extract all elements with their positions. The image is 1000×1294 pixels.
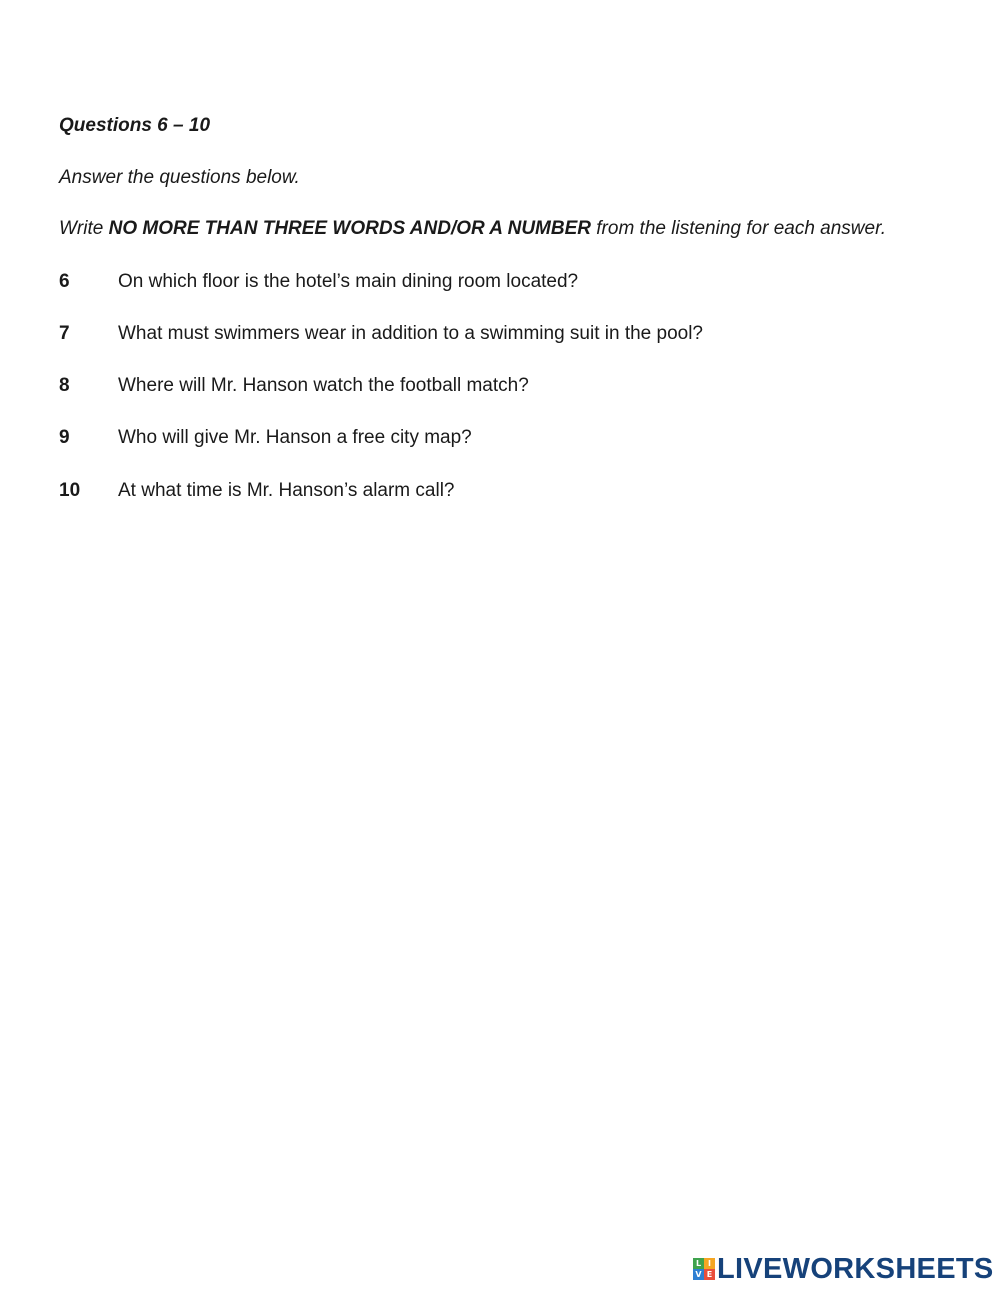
question-number: 8 xyxy=(59,375,70,396)
logo-mark-icon xyxy=(693,1258,715,1280)
instruction-word-limit-emphasis: NO MORE THAN THREE WORDS AND/OR A NUMBER xyxy=(108,218,591,239)
question-text: Who will give Mr. Hanson a free city map? xyxy=(118,427,472,448)
logo-mark-letter: I xyxy=(704,1258,715,1269)
logo-mark-letter: L xyxy=(693,1258,704,1269)
liveworksheets-logo[interactable] xyxy=(693,1255,994,1283)
logo-mark-letter: E xyxy=(704,1269,715,1280)
logo-text: LIVEWORKSHEETS xyxy=(717,1253,994,1285)
section-heading: Questions 6 – 10 xyxy=(59,115,211,136)
question-number: 9 xyxy=(59,427,70,448)
question-number: 7 xyxy=(59,323,70,344)
question-text: What must swimmers wear in addition to a swimming suit in the pool? xyxy=(118,323,704,344)
instruction-word-limit-prefix: Write xyxy=(59,218,109,239)
instruction-answer-questions: Answer the questions below. xyxy=(59,167,300,188)
question-number: 6 xyxy=(59,271,70,292)
question-text: At what time is Mr. Hanson’s alarm call? xyxy=(118,480,455,501)
instruction-word-limit xyxy=(59,217,886,241)
question-text: Where will Mr. Hanson watch the football match? xyxy=(118,375,529,396)
question-number: 10 xyxy=(59,480,81,501)
logo-mark-letter: V xyxy=(693,1269,704,1280)
instruction-word-limit-suffix: from the listening for each answer. xyxy=(591,218,886,239)
question-text: On which floor is the hotel’s main dining room located? xyxy=(118,271,579,292)
